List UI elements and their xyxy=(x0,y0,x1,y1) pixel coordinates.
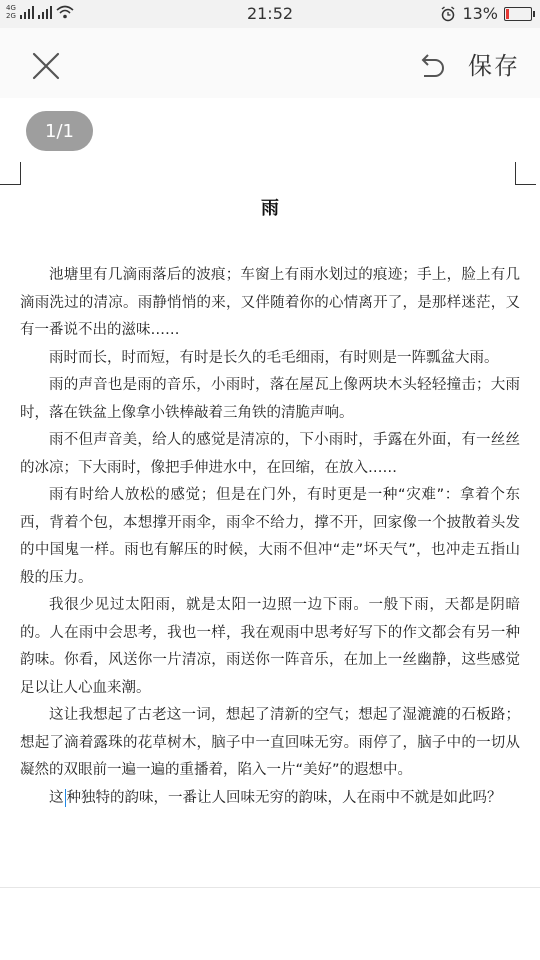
undo-icon[interactable] xyxy=(415,50,447,82)
battery-level-fill xyxy=(506,9,509,19)
paragraph-last-start: 这 xyxy=(49,789,64,806)
editor-toolbar xyxy=(0,28,540,98)
battery-icon xyxy=(504,7,532,21)
page-corner-mark-right xyxy=(515,162,536,185)
status-right xyxy=(440,4,532,23)
network-type-bottom: 2G xyxy=(6,12,16,20)
paragraph-last-rest: 种独特的韵味，一番让人回味无穷的韵味，人在雨中不就是如此吗？ xyxy=(66,789,502,806)
paragraph[interactable]: 池塘里有几滴雨落后的波痕；车窗上有雨水划过的痕迹；手上，脸上有几滴雨洗过的清凉。雨静悄悄的来，又伴随着你的心情离开了，是那样迷茫，又有一番说不出的滋味…… xyxy=(20,267,520,338)
paragraph[interactable]: 雨的声音也是雨的音乐，小雨时，落在屋瓦上像两块木头轻轻撞击；大雨时，落在铁盆上像拿小铁棒敲着三角铁的清脆声响。 xyxy=(20,377,520,421)
close-icon[interactable] xyxy=(28,48,64,84)
page-bottom-divider xyxy=(0,887,540,888)
alarm-icon xyxy=(440,6,456,22)
page-indicator: 1/1 xyxy=(26,111,93,151)
text-cursor xyxy=(65,789,66,807)
network-type-top: 4G xyxy=(6,4,16,12)
paragraph[interactable]: 雨不但声音美，给人的感觉是清凉的，下小雨时，手露在外面，有一丝丝的冰凉；下大雨时，像把手伸进水中，在回缩，在放入…… xyxy=(20,432,520,476)
page-corner-mark-left xyxy=(0,162,21,185)
paragraph[interactable]: 我很少见过太阳雨，就是太阳一边照一边下雨。一般下雨，天都是阴暗的。人在雨中会思考，我也一样，我在观雨中思考好写下的作文都会有另一种韵味。你看，风送你一片清凉，雨送你一阵音乐，在加上一丝幽静，这些感觉足以让人心血来潮。 xyxy=(20,597,520,696)
paragraph-last[interactable] xyxy=(20,785,520,813)
paragraph[interactable]: 这让我想起了古老这一词，想起了清新的空气；想起了湿漉漉的石板路；想起了滴着露珠的花草树木，脑子中一直回味无穷。雨停了，脑子中的一切从凝然的双眼前一遍一遍的重播着，陷入一片“美好”的遐想中。 xyxy=(20,707,520,778)
paragraph[interactable]: 雨有时给人放松的感觉；但是在门外，有时更是一种“灾难”：拿着个东西，背着个包，本想撑开雨伞，雨伞不给力，撑不开，回家像一个披散着头发的中国鬼一样。雨也有解压的时候，大雨不但冲“走”坏天气”，也冲走五指山般的压力。 xyxy=(20,487,520,586)
battery-percent: 13% xyxy=(462,4,498,23)
paragraph[interactable]: 雨时而长，时而短，有时是长久的毛毛细雨，有时则是一阵瓢盆大雨。 xyxy=(49,349,499,366)
status-time: 21:52 xyxy=(246,4,294,23)
status-bar xyxy=(0,0,540,28)
document-title[interactable]: 雨 xyxy=(261,198,279,219)
save-button[interactable]: 保存 xyxy=(468,46,520,81)
document-body[interactable] xyxy=(20,262,520,812)
